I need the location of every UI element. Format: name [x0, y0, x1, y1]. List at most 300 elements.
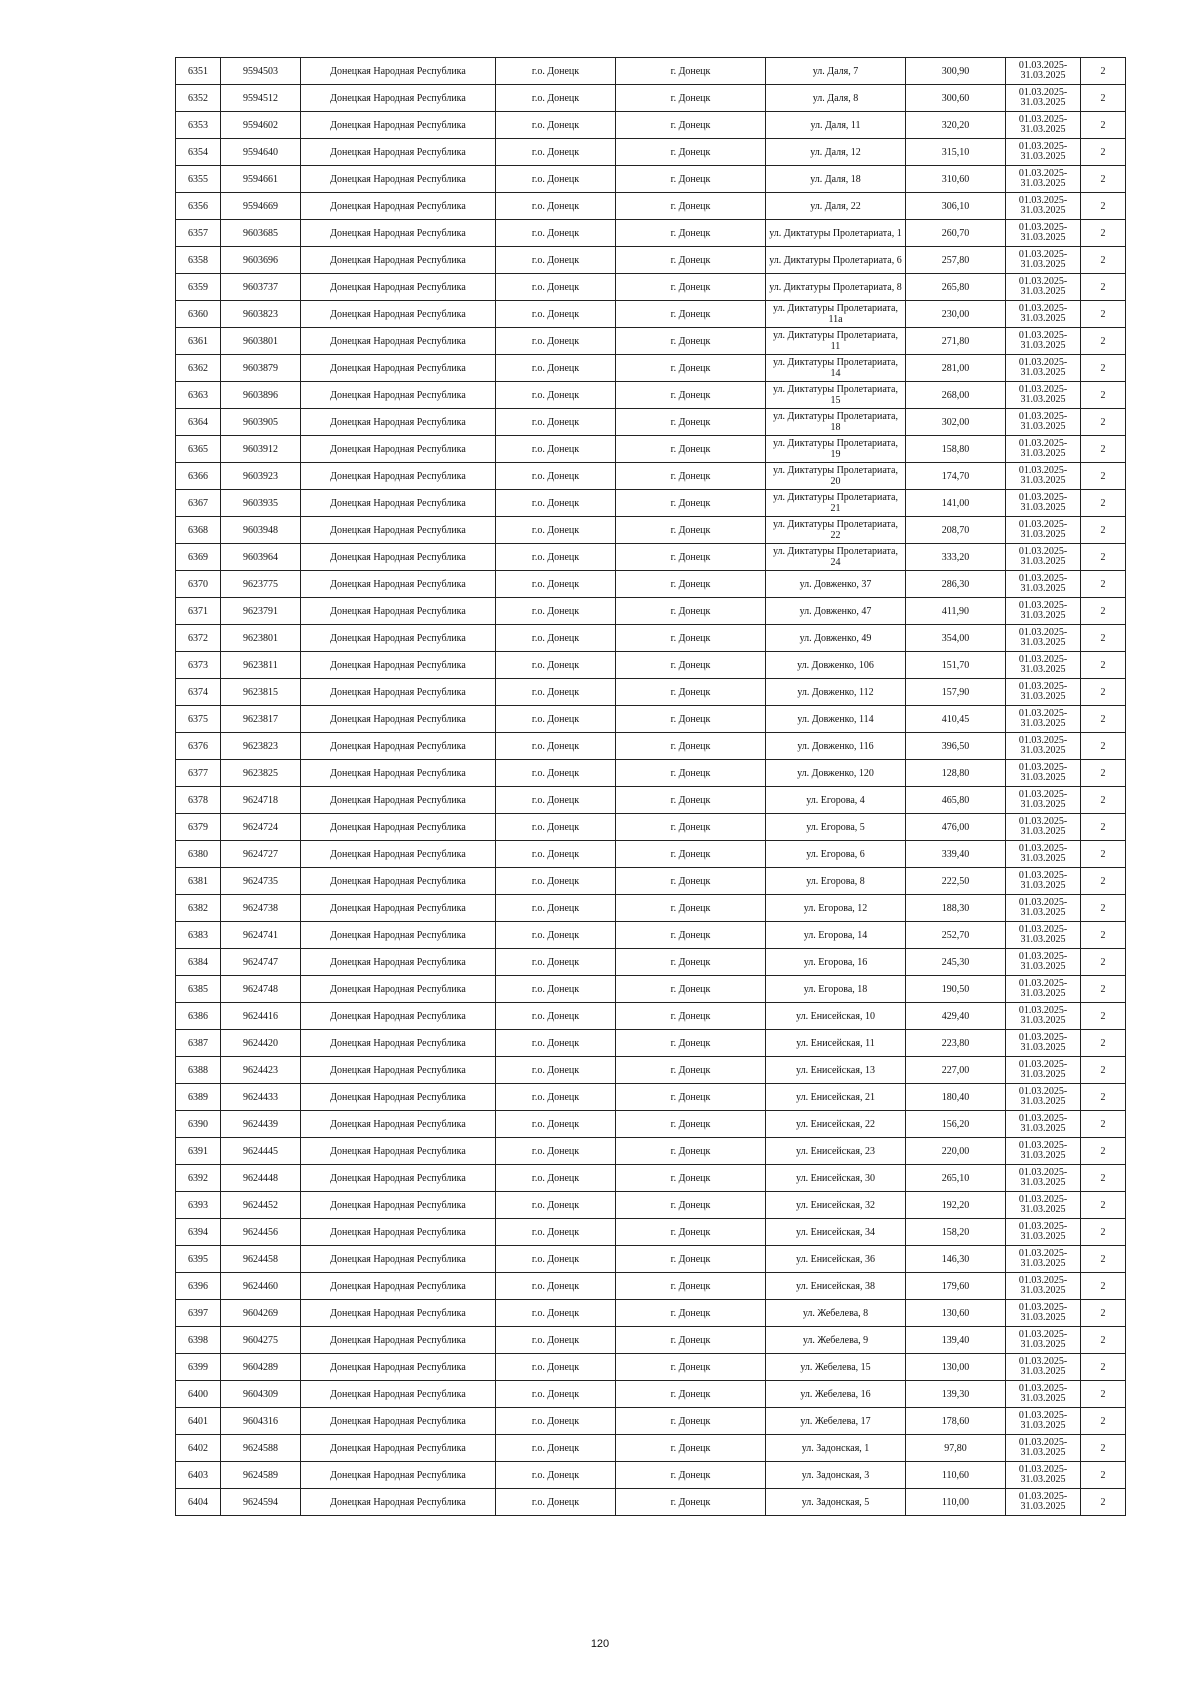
area-cell: 192,20: [906, 1192, 1006, 1219]
district-cell: г.о. Донецк: [496, 1462, 616, 1489]
object-id-cell: 9594669: [221, 193, 301, 220]
address-cell: ул. Енисейская, 38: [766, 1273, 906, 1300]
period-cell: 01.03.2025-31.03.2025: [1006, 787, 1081, 814]
address-cell: ул. Енисейская, 21: [766, 1084, 906, 1111]
row-index-cell: 6386: [176, 1003, 221, 1030]
row-index-cell: 6362: [176, 355, 221, 382]
region-cell: Донецкая Народная Республика: [301, 85, 496, 112]
table-row: [176, 517, 1126, 544]
city-cell: г. Донецк: [616, 1030, 766, 1057]
region-cell: Донецкая Народная Республика: [301, 1192, 496, 1219]
district-cell: г.о. Донецк: [496, 139, 616, 166]
value-cell: 2: [1081, 1300, 1126, 1327]
city-cell: г. Донецк: [616, 841, 766, 868]
table-row: [176, 814, 1126, 841]
region-cell: Донецкая Народная Республика: [301, 598, 496, 625]
value-cell: 2: [1081, 652, 1126, 679]
region-cell: Донецкая Народная Республика: [301, 355, 496, 382]
city-cell: г. Донецк: [616, 247, 766, 274]
city-cell: г. Донецк: [616, 1192, 766, 1219]
period-cell: 01.03.2025-31.03.2025: [1006, 247, 1081, 274]
address-cell: ул. Егорова, 8: [766, 868, 906, 895]
object-id-cell: 9624589: [221, 1462, 301, 1489]
value-cell: 2: [1081, 220, 1126, 247]
value-cell: 2: [1081, 1354, 1126, 1381]
address-cell: ул. Егорова, 5: [766, 814, 906, 841]
area-cell: 222,50: [906, 868, 1006, 895]
address-cell: ул. Диктатуры Пролетариата, 8: [766, 274, 906, 301]
district-cell: г.о. Донецк: [496, 166, 616, 193]
region-cell: Донецкая Народная Республика: [301, 193, 496, 220]
city-cell: г. Донецк: [616, 301, 766, 328]
district-cell: г.о. Донецк: [496, 220, 616, 247]
row-index-cell: 6378: [176, 787, 221, 814]
city-cell: г. Донецк: [616, 1354, 766, 1381]
value-cell: 2: [1081, 463, 1126, 490]
city-cell: г. Донецк: [616, 1057, 766, 1084]
value-cell: 2: [1081, 895, 1126, 922]
city-cell: г. Донецк: [616, 328, 766, 355]
value-cell: 2: [1081, 544, 1126, 571]
region-cell: Донецкая Народная Республика: [301, 1003, 496, 1030]
region-cell: Донецкая Народная Республика: [301, 328, 496, 355]
district-cell: г.о. Донецк: [496, 112, 616, 139]
district-cell: г.о. Донецк: [496, 247, 616, 274]
area-cell: 306,10: [906, 193, 1006, 220]
address-cell: ул. Енисейская, 10: [766, 1003, 906, 1030]
row-index-cell: 6365: [176, 436, 221, 463]
district-cell: г.о. Донецк: [496, 301, 616, 328]
address-cell: ул. Диктатуры Пролетариата, 20: [766, 463, 906, 490]
city-cell: г. Донецк: [616, 1327, 766, 1354]
period-cell: 01.03.2025-31.03.2025: [1006, 58, 1081, 85]
district-cell: г.о. Донецк: [496, 1057, 616, 1084]
region-cell: Донецкая Народная Республика: [301, 58, 496, 85]
district-cell: г.о. Донецк: [496, 922, 616, 949]
area-cell: 396,50: [906, 733, 1006, 760]
period-cell: 01.03.2025-31.03.2025: [1006, 85, 1081, 112]
row-index-cell: 6403: [176, 1462, 221, 1489]
period-cell: 01.03.2025-31.03.2025: [1006, 760, 1081, 787]
region-cell: Донецкая Народная Республика: [301, 652, 496, 679]
district-cell: г.о. Донецк: [496, 841, 616, 868]
period-cell: 01.03.2025-31.03.2025: [1006, 355, 1081, 382]
period-cell: 01.03.2025-31.03.2025: [1006, 1273, 1081, 1300]
city-cell: г. Донецк: [616, 652, 766, 679]
city-cell: г. Донецк: [616, 625, 766, 652]
value-cell: 2: [1081, 733, 1126, 760]
period-cell: 01.03.2025-31.03.2025: [1006, 463, 1081, 490]
row-index-cell: 6351: [176, 58, 221, 85]
period-cell: 01.03.2025-31.03.2025: [1006, 1435, 1081, 1462]
district-cell: г.о. Донецк: [496, 1246, 616, 1273]
region-cell: Донецкая Народная Республика: [301, 814, 496, 841]
table-row: [176, 274, 1126, 301]
value-cell: 2: [1081, 166, 1126, 193]
region-cell: Донецкая Народная Республика: [301, 1246, 496, 1273]
area-cell: 151,70: [906, 652, 1006, 679]
object-id-cell: 9603823: [221, 301, 301, 328]
city-cell: г. Донецк: [616, 166, 766, 193]
area-cell: 260,70: [906, 220, 1006, 247]
row-index-cell: 6398: [176, 1327, 221, 1354]
object-id-cell: 9623815: [221, 679, 301, 706]
area-cell: 227,00: [906, 1057, 1006, 1084]
table-row: [176, 922, 1126, 949]
district-cell: г.о. Донецк: [496, 787, 616, 814]
object-id-cell: 9623823: [221, 733, 301, 760]
value-cell: 2: [1081, 571, 1126, 598]
district-cell: г.о. Донецк: [496, 85, 616, 112]
value-cell: 2: [1081, 382, 1126, 409]
row-index-cell: 6404: [176, 1489, 221, 1516]
object-id-cell: 9623801: [221, 625, 301, 652]
value-cell: 2: [1081, 409, 1126, 436]
region-cell: Донецкая Народная Республика: [301, 220, 496, 247]
city-cell: г. Донецк: [616, 436, 766, 463]
district-cell: г.о. Донецк: [496, 976, 616, 1003]
row-index-cell: 6359: [176, 274, 221, 301]
period-cell: 01.03.2025-31.03.2025: [1006, 1111, 1081, 1138]
city-cell: г. Донецк: [616, 1489, 766, 1516]
object-id-cell: 9623825: [221, 760, 301, 787]
table-row: [176, 1030, 1126, 1057]
value-cell: 2: [1081, 787, 1126, 814]
area-cell: 179,60: [906, 1273, 1006, 1300]
object-id-cell: 9624452: [221, 1192, 301, 1219]
object-id-cell: 9604269: [221, 1300, 301, 1327]
object-id-cell: 9624735: [221, 868, 301, 895]
city-cell: г. Донецк: [616, 1219, 766, 1246]
area-cell: 465,80: [906, 787, 1006, 814]
table-row: [176, 247, 1126, 274]
district-cell: г.о. Донецк: [496, 544, 616, 571]
city-cell: г. Донецк: [616, 598, 766, 625]
table-row: [176, 1138, 1126, 1165]
city-cell: г. Донецк: [616, 949, 766, 976]
object-id-cell: 9624718: [221, 787, 301, 814]
city-cell: г. Донецк: [616, 787, 766, 814]
region-cell: Донецкая Народная Республика: [301, 1138, 496, 1165]
object-id-cell: 9624456: [221, 1219, 301, 1246]
object-id-cell: 9604275: [221, 1327, 301, 1354]
object-id-cell: 9624738: [221, 895, 301, 922]
object-id-cell: 9603685: [221, 220, 301, 247]
region-cell: Донецкая Народная Республика: [301, 463, 496, 490]
value-cell: 2: [1081, 598, 1126, 625]
address-cell: ул. Енисейская, 36: [766, 1246, 906, 1273]
region-cell: Донецкая Народная Республика: [301, 895, 496, 922]
value-cell: 2: [1081, 1084, 1126, 1111]
address-cell: ул. Жебелева, 8: [766, 1300, 906, 1327]
value-cell: 2: [1081, 1192, 1126, 1219]
region-cell: Донецкая Народная Республика: [301, 760, 496, 787]
value-cell: 2: [1081, 112, 1126, 139]
area-cell: 252,70: [906, 922, 1006, 949]
object-id-cell: 9624741: [221, 922, 301, 949]
period-cell: 01.03.2025-31.03.2025: [1006, 895, 1081, 922]
table-row: [176, 679, 1126, 706]
table-row: [176, 868, 1126, 895]
period-cell: 01.03.2025-31.03.2025: [1006, 1192, 1081, 1219]
region-cell: Донецкая Народная Республика: [301, 1057, 496, 1084]
address-cell: ул. Даля, 12: [766, 139, 906, 166]
area-cell: 333,20: [906, 544, 1006, 571]
address-cell: ул. Диктатуры Пролетариата, 6: [766, 247, 906, 274]
city-cell: г. Донецк: [616, 382, 766, 409]
period-cell: 01.03.2025-31.03.2025: [1006, 328, 1081, 355]
region-cell: Донецкая Народная Республика: [301, 409, 496, 436]
period-cell: 01.03.2025-31.03.2025: [1006, 490, 1081, 517]
row-index-cell: 6375: [176, 706, 221, 733]
region-cell: Донецкая Народная Республика: [301, 274, 496, 301]
region-cell: Донецкая Народная Республика: [301, 1435, 496, 1462]
page-number: 120: [590, 1638, 610, 1650]
value-cell: 2: [1081, 247, 1126, 274]
region-cell: Донецкая Народная Республика: [301, 733, 496, 760]
object-id-cell: 9603879: [221, 355, 301, 382]
object-id-cell: 9594503: [221, 58, 301, 85]
row-index-cell: 6355: [176, 166, 221, 193]
period-cell: 01.03.2025-31.03.2025: [1006, 1489, 1081, 1516]
object-id-cell: 9624448: [221, 1165, 301, 1192]
region-cell: Донецкая Народная Республика: [301, 1111, 496, 1138]
region-cell: Донецкая Народная Республика: [301, 1165, 496, 1192]
object-id-cell: 9603964: [221, 544, 301, 571]
period-cell: 01.03.2025-31.03.2025: [1006, 706, 1081, 733]
district-cell: г.о. Донецк: [496, 436, 616, 463]
city-cell: г. Донецк: [616, 112, 766, 139]
table-row: [176, 85, 1126, 112]
row-index-cell: 6384: [176, 949, 221, 976]
district-cell: г.о. Донецк: [496, 598, 616, 625]
row-index-cell: 6371: [176, 598, 221, 625]
object-id-cell: 9604316: [221, 1408, 301, 1435]
period-cell: 01.03.2025-31.03.2025: [1006, 652, 1081, 679]
city-cell: г. Донецк: [616, 1003, 766, 1030]
district-cell: г.о. Донецк: [496, 1273, 616, 1300]
city-cell: г. Донецк: [616, 814, 766, 841]
object-id-cell: 9624594: [221, 1489, 301, 1516]
address-cell: ул. Енисейская, 11: [766, 1030, 906, 1057]
address-cell: ул. Диктатуры Пролетариата, 24: [766, 544, 906, 571]
district-cell: г.о. Донецк: [496, 355, 616, 382]
table-row: [176, 1111, 1126, 1138]
district-cell: г.о. Донецк: [496, 1435, 616, 1462]
object-id-cell: 9624748: [221, 976, 301, 1003]
district-cell: г.о. Донецк: [496, 193, 616, 220]
table-row: [176, 112, 1126, 139]
value-cell: 2: [1081, 1462, 1126, 1489]
area-cell: 110,60: [906, 1462, 1006, 1489]
value-cell: 2: [1081, 1381, 1126, 1408]
address-cell: ул. Диктатуры Пролетариата, 18: [766, 409, 906, 436]
period-cell: 01.03.2025-31.03.2025: [1006, 868, 1081, 895]
area-cell: 180,40: [906, 1084, 1006, 1111]
address-cell: ул. Енисейская, 23: [766, 1138, 906, 1165]
table-row: [176, 463, 1126, 490]
period-cell: 01.03.2025-31.03.2025: [1006, 1219, 1081, 1246]
row-index-cell: 6377: [176, 760, 221, 787]
area-cell: 230,00: [906, 301, 1006, 328]
district-cell: г.о. Донецк: [496, 1030, 616, 1057]
period-cell: 01.03.2025-31.03.2025: [1006, 625, 1081, 652]
district-cell: г.о. Донецк: [496, 706, 616, 733]
data-table: [175, 57, 1126, 1516]
area-cell: 257,80: [906, 247, 1006, 274]
table-row: [176, 1354, 1126, 1381]
city-cell: г. Донецк: [616, 1111, 766, 1138]
value-cell: 2: [1081, 517, 1126, 544]
city-cell: г. Донецк: [616, 490, 766, 517]
region-cell: Донецкая Народная Республика: [301, 301, 496, 328]
area-cell: 208,70: [906, 517, 1006, 544]
period-cell: 01.03.2025-31.03.2025: [1006, 382, 1081, 409]
address-cell: ул. Жебелева, 15: [766, 1354, 906, 1381]
address-cell: ул. Егорова, 4: [766, 787, 906, 814]
district-cell: г.о. Донецк: [496, 328, 616, 355]
value-cell: 2: [1081, 625, 1126, 652]
city-cell: г. Донецк: [616, 1408, 766, 1435]
region-cell: Донецкая Народная Республика: [301, 841, 496, 868]
period-cell: 01.03.2025-31.03.2025: [1006, 436, 1081, 463]
value-cell: 2: [1081, 679, 1126, 706]
address-cell: ул. Диктатуры Пролетариата, 15: [766, 382, 906, 409]
area-cell: 300,60: [906, 85, 1006, 112]
table-row: [176, 1084, 1126, 1111]
area-cell: 268,00: [906, 382, 1006, 409]
region-cell: Донецкая Народная Республика: [301, 1084, 496, 1111]
address-cell: ул. Диктатуры Пролетариата, 11а: [766, 301, 906, 328]
area-cell: 158,20: [906, 1219, 1006, 1246]
period-cell: 01.03.2025-31.03.2025: [1006, 1462, 1081, 1489]
object-id-cell: 9624445: [221, 1138, 301, 1165]
region-cell: Донецкая Народная Республика: [301, 571, 496, 598]
address-cell: ул. Довженко, 37: [766, 571, 906, 598]
period-cell: 01.03.2025-31.03.2025: [1006, 1300, 1081, 1327]
region-cell: Донецкая Народная Республика: [301, 1030, 496, 1057]
period-cell: 01.03.2025-31.03.2025: [1006, 1354, 1081, 1381]
district-cell: г.о. Донецк: [496, 1381, 616, 1408]
address-cell: ул. Енисейская, 22: [766, 1111, 906, 1138]
address-cell: ул. Задонская, 5: [766, 1489, 906, 1516]
object-id-cell: 9603905: [221, 409, 301, 436]
address-cell: ул. Даля, 11: [766, 112, 906, 139]
value-cell: 2: [1081, 814, 1126, 841]
period-cell: 01.03.2025-31.03.2025: [1006, 409, 1081, 436]
address-cell: ул. Даля, 8: [766, 85, 906, 112]
area-cell: 139,40: [906, 1327, 1006, 1354]
row-index-cell: 6379: [176, 814, 221, 841]
row-index-cell: 6399: [176, 1354, 221, 1381]
row-index-cell: 6394: [176, 1219, 221, 1246]
object-id-cell: 9624439: [221, 1111, 301, 1138]
area-cell: 141,00: [906, 490, 1006, 517]
address-cell: ул. Довженко, 114: [766, 706, 906, 733]
object-id-cell: 9624420: [221, 1030, 301, 1057]
area-cell: 156,20: [906, 1111, 1006, 1138]
object-id-cell: 9603935: [221, 490, 301, 517]
region-cell: Донецкая Народная Республика: [301, 490, 496, 517]
area-cell: 220,00: [906, 1138, 1006, 1165]
table-row: [176, 1408, 1126, 1435]
table-row: [176, 166, 1126, 193]
row-index-cell: 6358: [176, 247, 221, 274]
address-cell: ул. Диктатуры Пролетариата, 21: [766, 490, 906, 517]
row-index-cell: 6396: [176, 1273, 221, 1300]
city-cell: г. Донецк: [616, 1246, 766, 1273]
period-cell: 01.03.2025-31.03.2025: [1006, 1165, 1081, 1192]
address-cell: ул. Жебелева, 16: [766, 1381, 906, 1408]
period-cell: 01.03.2025-31.03.2025: [1006, 976, 1081, 1003]
period-cell: 01.03.2025-31.03.2025: [1006, 1138, 1081, 1165]
table-row: [176, 328, 1126, 355]
table-row: [176, 436, 1126, 463]
district-cell: г.о. Донецк: [496, 1111, 616, 1138]
area-cell: 139,30: [906, 1381, 1006, 1408]
area-cell: 130,60: [906, 1300, 1006, 1327]
object-id-cell: 9624727: [221, 841, 301, 868]
address-cell: ул. Егорова, 16: [766, 949, 906, 976]
area-cell: 315,10: [906, 139, 1006, 166]
region-cell: Донецкая Народная Республика: [301, 868, 496, 895]
city-cell: г. Донецк: [616, 733, 766, 760]
city-cell: г. Донецк: [616, 193, 766, 220]
region-cell: Донецкая Народная Республика: [301, 247, 496, 274]
period-cell: 01.03.2025-31.03.2025: [1006, 166, 1081, 193]
value-cell: 2: [1081, 1138, 1126, 1165]
table-row: [176, 301, 1126, 328]
area-cell: 271,80: [906, 328, 1006, 355]
row-index-cell: 6381: [176, 868, 221, 895]
area-cell: 146,30: [906, 1246, 1006, 1273]
value-cell: 2: [1081, 1408, 1126, 1435]
object-id-cell: 9603696: [221, 247, 301, 274]
row-index-cell: 6370: [176, 571, 221, 598]
area-cell: 354,00: [906, 625, 1006, 652]
value-cell: 2: [1081, 1219, 1126, 1246]
object-id-cell: 9624458: [221, 1246, 301, 1273]
period-cell: 01.03.2025-31.03.2025: [1006, 733, 1081, 760]
city-cell: г. Донецк: [616, 139, 766, 166]
table-row: [176, 220, 1126, 247]
district-cell: г.о. Донецк: [496, 1354, 616, 1381]
area-cell: 223,80: [906, 1030, 1006, 1057]
district-cell: г.о. Донецк: [496, 625, 616, 652]
area-cell: 310,60: [906, 166, 1006, 193]
area-cell: 265,10: [906, 1165, 1006, 1192]
region-cell: Донецкая Народная Республика: [301, 1354, 496, 1381]
period-cell: 01.03.2025-31.03.2025: [1006, 814, 1081, 841]
region-cell: Донецкая Народная Республика: [301, 517, 496, 544]
row-index-cell: 6387: [176, 1030, 221, 1057]
value-cell: 2: [1081, 949, 1126, 976]
table-row: [176, 733, 1126, 760]
row-index-cell: 6392: [176, 1165, 221, 1192]
period-cell: 01.03.2025-31.03.2025: [1006, 220, 1081, 247]
row-index-cell: 6376: [176, 733, 221, 760]
object-id-cell: 9604289: [221, 1354, 301, 1381]
city-cell: г. Донецк: [616, 517, 766, 544]
address-cell: ул. Довженко, 47: [766, 598, 906, 625]
district-cell: г.о. Донецк: [496, 409, 616, 436]
region-cell: Донецкая Народная Республика: [301, 976, 496, 1003]
object-id-cell: 9624416: [221, 1003, 301, 1030]
row-index-cell: 6388: [176, 1057, 221, 1084]
period-cell: 01.03.2025-31.03.2025: [1006, 571, 1081, 598]
address-cell: ул. Енисейская, 13: [766, 1057, 906, 1084]
value-cell: 2: [1081, 1273, 1126, 1300]
